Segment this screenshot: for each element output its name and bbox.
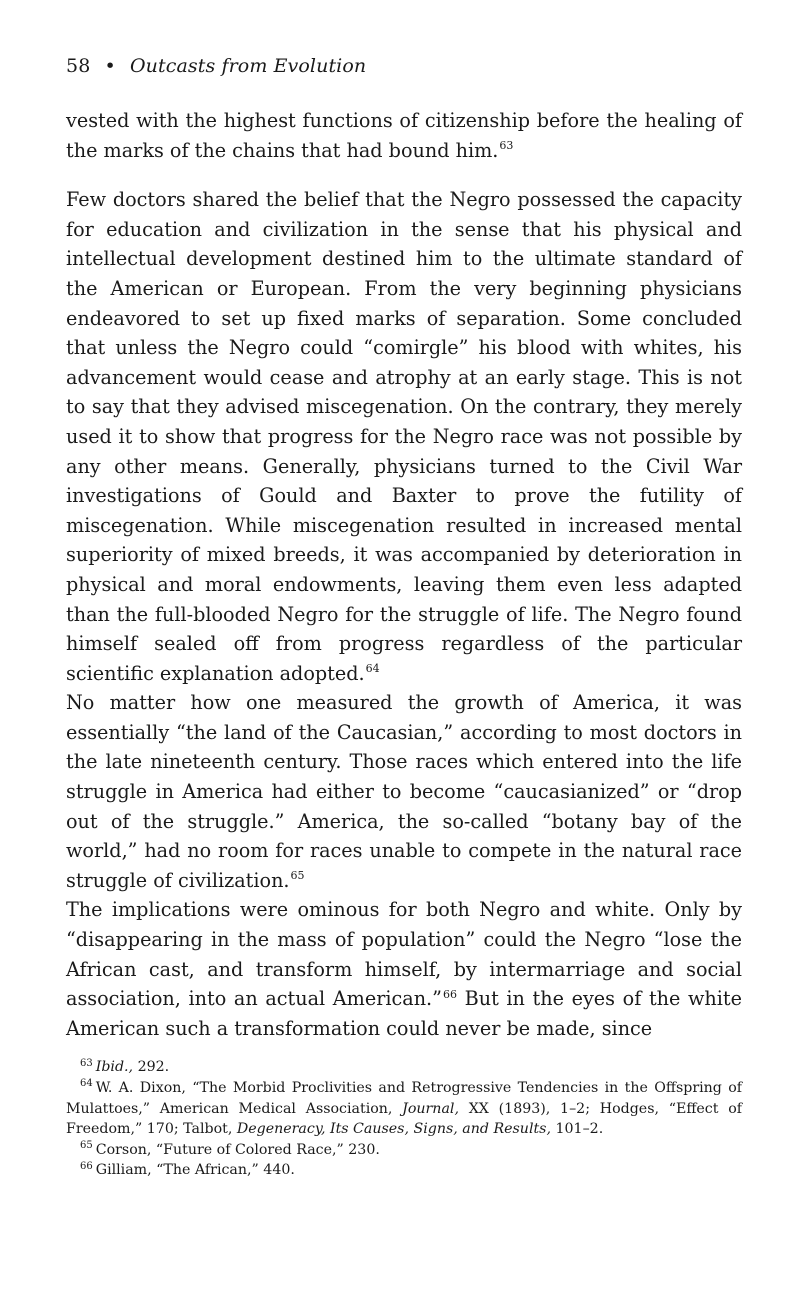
footnote-italic: Ibid.,	[95, 1059, 134, 1076]
paragraph	[66, 185, 742, 688]
footnote	[66, 1057, 742, 1078]
paragraph-text: No matter how one measured the growth of America, it was essentially “the land of the Caucasian,” according to most doctors in the late nineteenth century. Those races which entered into the life struggle in America had either to become “caucasianized” or “drop out of the struggle.” America, the so-called “botany bay of the world,” had no room for races unable to compete in the natural race struggle of civilization.	[66, 691, 742, 892]
page-number: 58	[66, 55, 91, 77]
footnote-ref: 65	[290, 869, 305, 883]
footnote-ref: 63	[499, 139, 514, 153]
paragraph-text: But in the eyes of the white American such a transformation could never be made, since	[66, 987, 742, 1040]
paragraph-text: Few doctors shared the belief that the Negro possessed the capacity for education and civilization in the sense that his physical and intellectual development destined him to the ultimate standard of the American or European. From the very beginning physicians endeavored to set up fixed marks of separation. Some concluded that unless the Negro could “comirgle” his blood with whites, his advancement would cease and atrophy at an early stage. This is not to say that they advised miscegenation. On the contrary, they merely used it to show that progress for the Negro race was not possible by any other means. Generally, physicians turned to the Civil War investigations of Gould and Baxter to prove the futility of miscegenation. While miscegenation resulted in increased mental superiority of mixed breeds, it was accompanied by deterioration in physical and moral endowments, leaving them even less adapted than the full-blooded Negro for the struggle of life. The Negro found himself sealed off from progress regardless of the particular scientific explanation adopted.	[66, 188, 742, 685]
footnotes	[66, 1057, 742, 1181]
body-text	[66, 106, 742, 1043]
footnote-number: 66	[80, 1160, 93, 1172]
footnote-text: W. A. Dixon, “The Morbid Proclivities and Retrogressive Tendencies in the Offspring of Mulattoes,” American Medical Association,	[66, 1080, 742, 1117]
separator-bullet: •	[104, 55, 116, 77]
footnote	[66, 1140, 742, 1161]
footnote-text: Gilliam, “The African,” 440.	[95, 1162, 295, 1179]
running-head	[66, 52, 742, 80]
book-page	[66, 52, 742, 1181]
footnote-italic: Degeneracy, Its Causes, Signs, and Results,	[236, 1121, 551, 1138]
footnote-ref: 66	[442, 987, 457, 1001]
footnote-text: 292.	[133, 1059, 170, 1076]
book-title: Outcasts from Evolution	[129, 55, 367, 77]
paragraph-continued	[66, 106, 742, 165]
footnote-number: 65	[80, 1140, 93, 1152]
paragraph	[66, 895, 742, 1043]
footnote	[66, 1078, 742, 1140]
footnote-italic: Journal,	[402, 1100, 459, 1117]
footnote	[66, 1160, 742, 1181]
footnote-text: XX (1893), 1–2; Hodges, “Effect of Freedom,” 170; Talbot,	[66, 1100, 742, 1138]
footnote-ref: 64	[365, 662, 380, 676]
footnote-number: 63	[80, 1057, 93, 1069]
paragraph-text: The implications were ominous for both Negro and white. Only by “disappearing in the mass of population” could the Negro “lose the African cast, and transform himself, by intermarriage and social association, into an actual American.”	[66, 898, 742, 1011]
paragraph-text: vested with the highest functions of citizenship before the healing of the marks of the chains that had bound him.	[66, 109, 742, 162]
paragraph	[66, 688, 742, 895]
footnote-text: Corson, “Future of Colored Race,” 230.	[95, 1141, 380, 1158]
footnote-text: 101–2.	[550, 1121, 604, 1138]
footnote-number: 64	[80, 1078, 93, 1090]
